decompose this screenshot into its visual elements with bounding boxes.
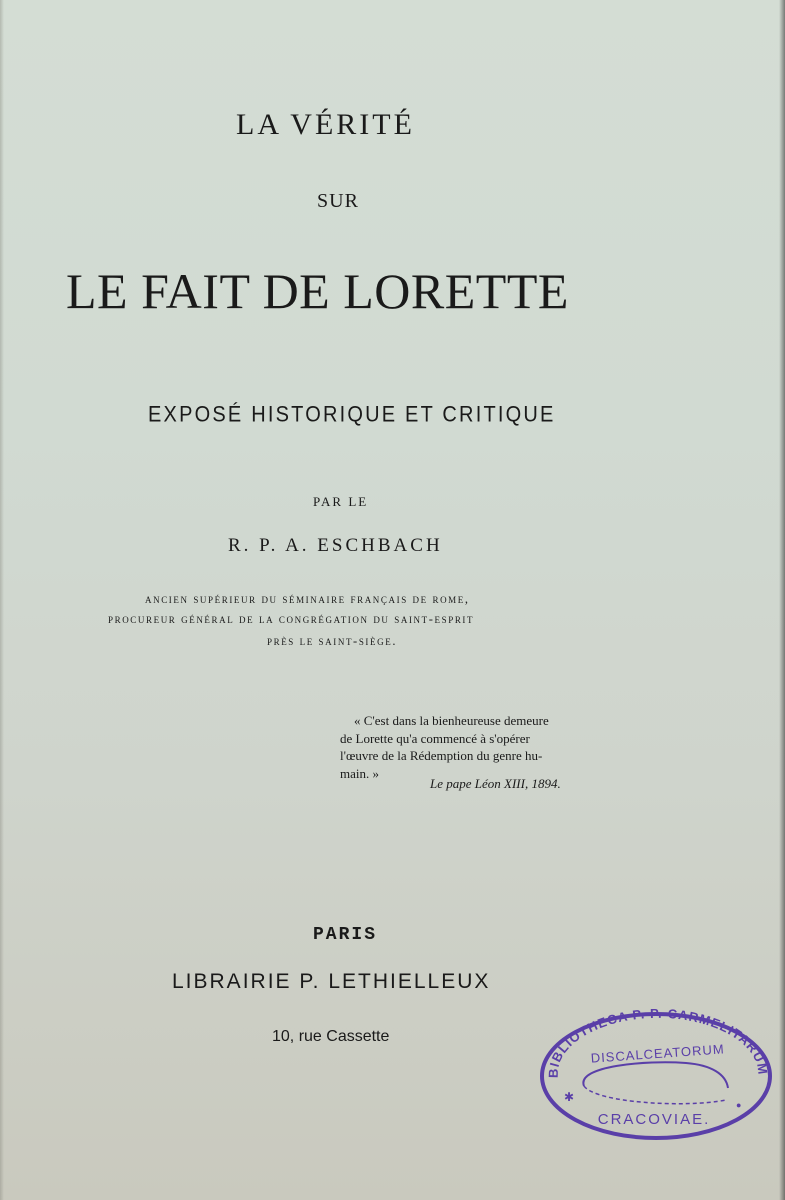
imprint-publisher: LIBRAIRIE P. LETHIELLEUX (172, 970, 491, 993)
svg-text:BIBLIOTHECA P. P. CARMELITARUM (546, 1008, 771, 1078)
library-stamp (536, 1008, 776, 1144)
stamp-star-icon: ✱ (564, 1090, 575, 1104)
author-description-line: procureur général de la congrégation du saint-esprit (108, 612, 475, 626)
epigraph-line: main. » (340, 765, 379, 781)
author-description-line: près le saint-siège. (267, 634, 398, 648)
stamp-dot-icon: ● (736, 1100, 742, 1110)
page-left-edge (0, 0, 4, 1200)
author-name: R. P. A. ESCHBACH (228, 535, 443, 556)
stamp-middle-text: DISCALCEATORUM (590, 1041, 726, 1066)
stamp-bottom-text: CRACOVIAE. (597, 1111, 711, 1128)
main-title: LE FAIT DE LORETTE (66, 263, 569, 319)
epigraph-attribution: Le pape Léon XIII, 1894. (430, 776, 561, 791)
epigraph (340, 712, 592, 782)
imprint-city: PARIS (313, 925, 378, 945)
subtitle: EXPOSÉ HISTORIQUE ET CRITIQUE (148, 403, 556, 428)
page-right-edge (779, 0, 785, 1200)
stamp-top-text: BIBLIOTHECA P. P. CARMELITARUM (545, 1008, 771, 1079)
epigraph-line: de Lorette qu'a commencé à s'opérer (340, 730, 530, 746)
imprint-address: 10, rue Cassette (272, 1028, 390, 1045)
title-line-1: LA VÉRITÉ (236, 108, 415, 141)
author-description-line: ancien supérieur du séminaire français de rome, (145, 592, 470, 606)
library-stamp-icon (536, 1008, 776, 1144)
by-line: PAR LE (313, 494, 369, 509)
title-line-2: SUR (317, 190, 359, 212)
epigraph-line: l'œuvre de la Rédemption du genre hu- (340, 748, 543, 763)
epigraph-line: « C'est dans la bienheureuse demeure (354, 713, 549, 728)
